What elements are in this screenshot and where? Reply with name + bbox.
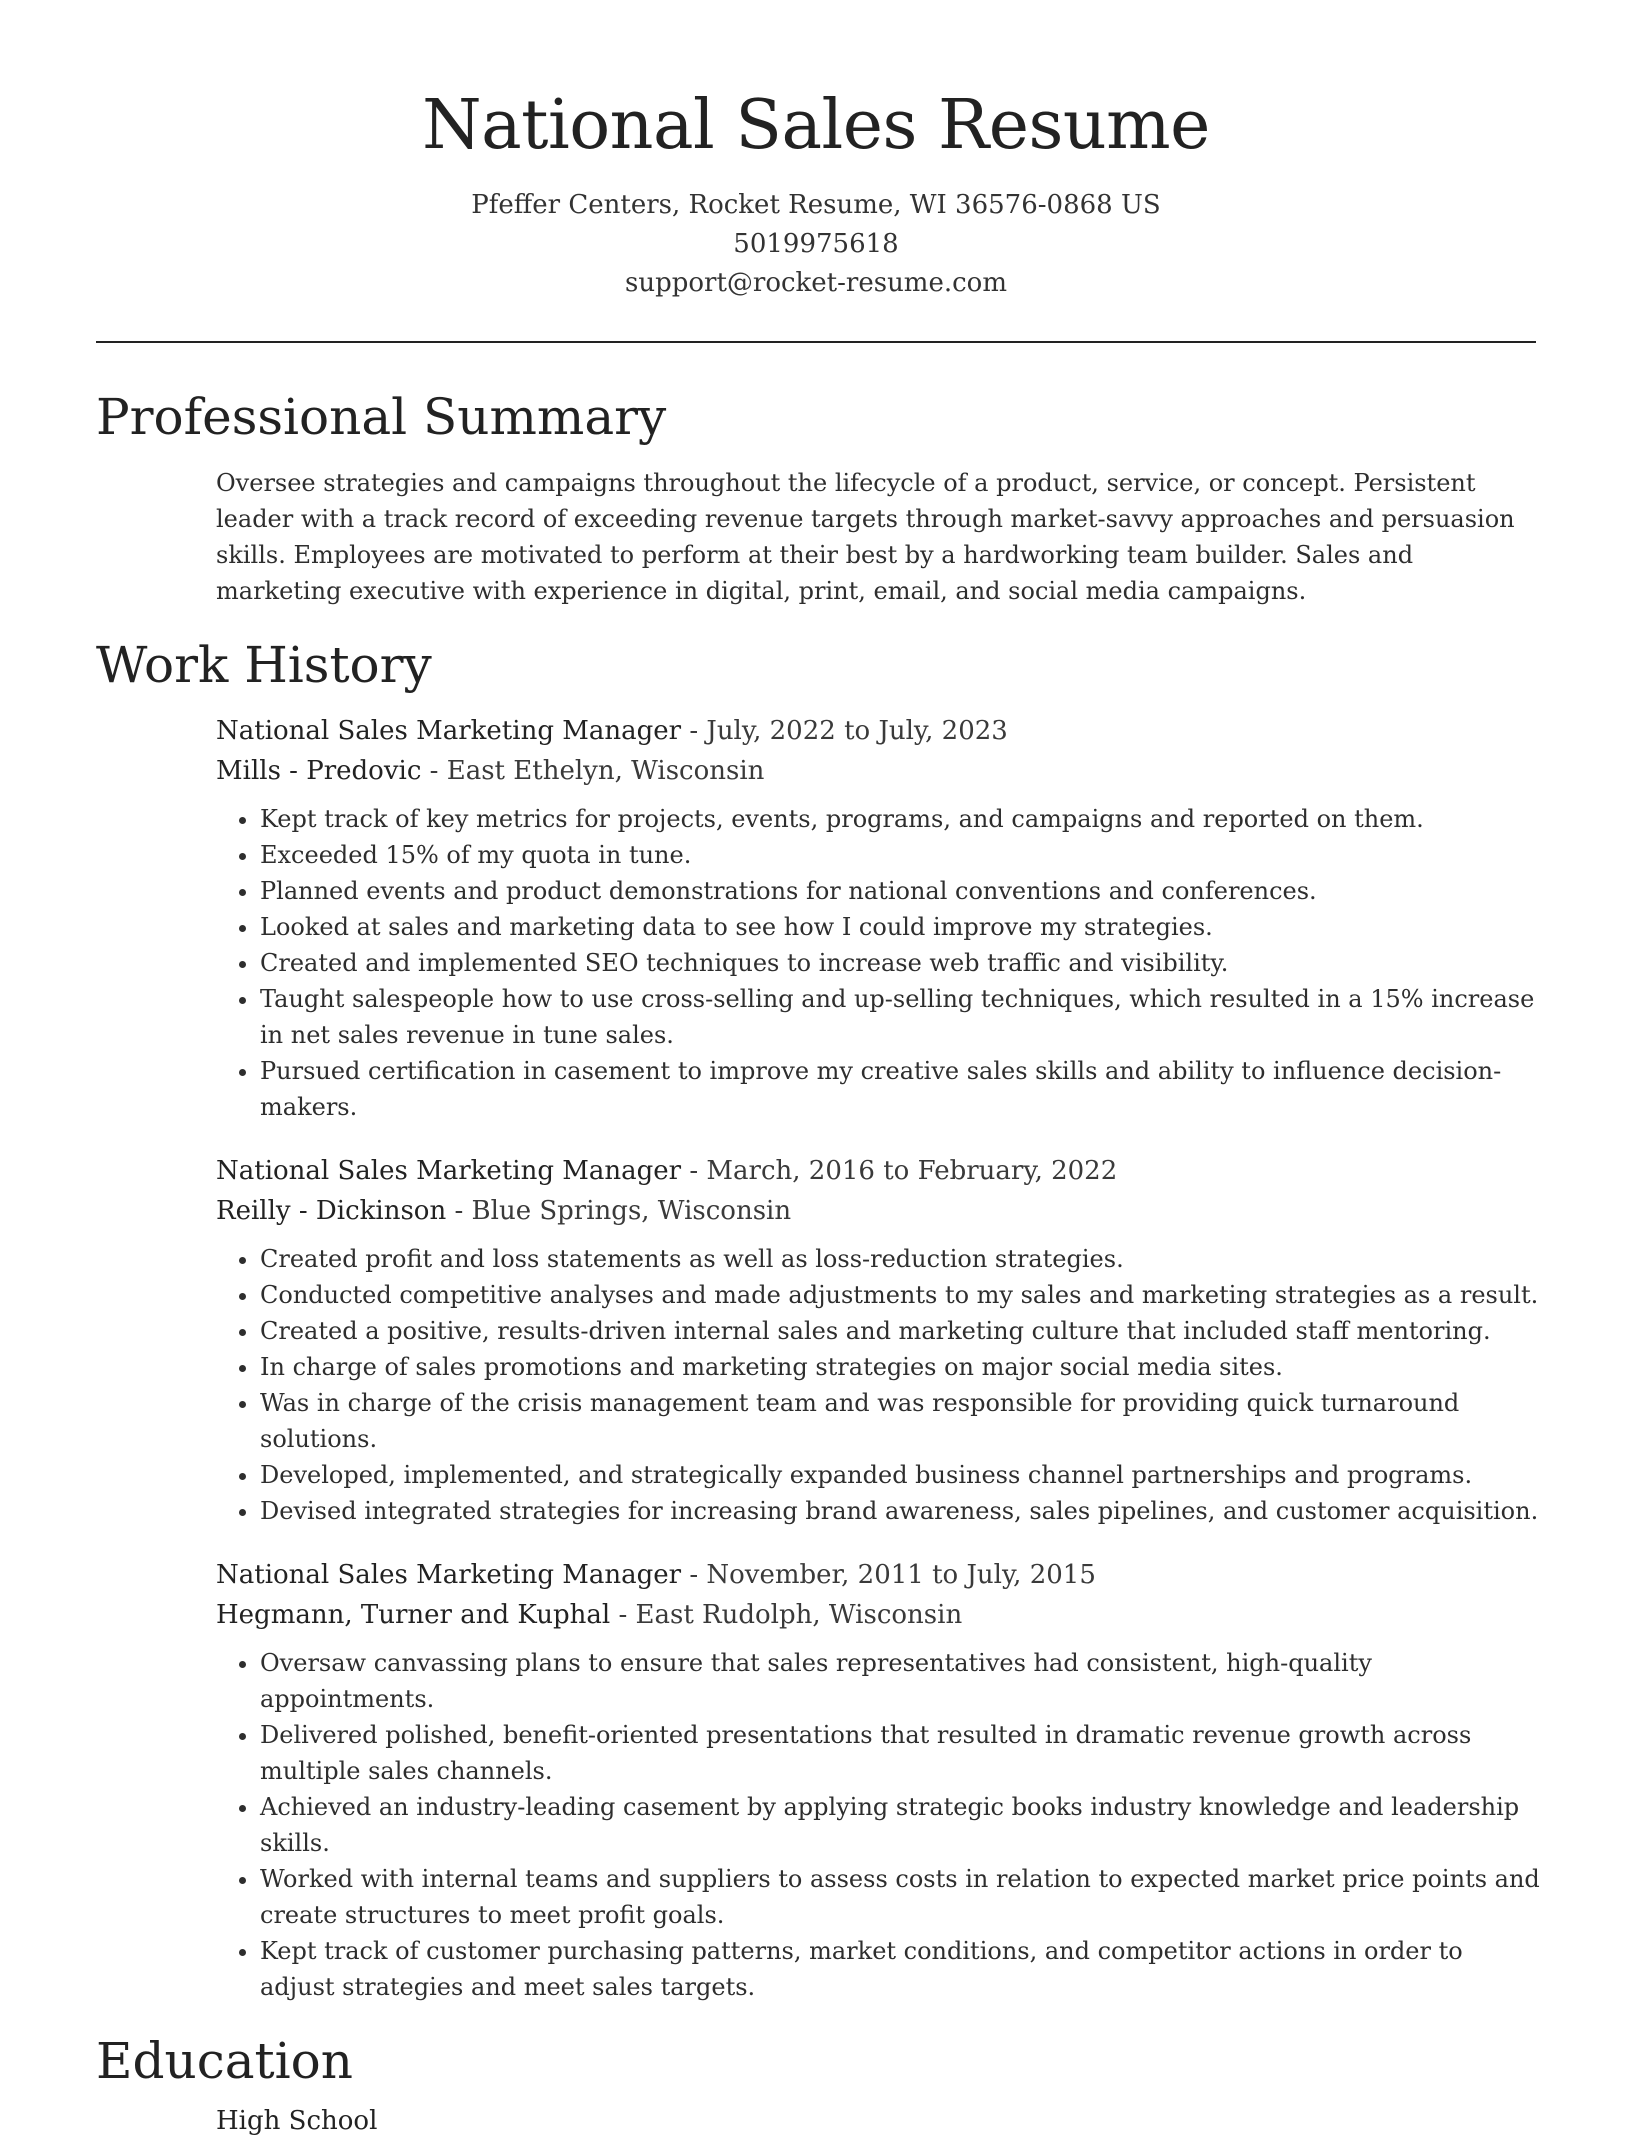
education-entry: High School (216, 2106, 378, 2136)
resume-name: National Sales Resume (422, 86, 1210, 165)
job-bullet: • In charge of sales promotions and marketing strategies on major social media sites. (260, 1349, 1540, 1385)
job-location: East Rudolph, Wisconsin (635, 1600, 963, 1630)
job-company: Reilly - Dickinson (216, 1196, 447, 1226)
job-bullet: • Created profit and loss statements as well as loss-reduction strategies. (260, 1241, 1540, 1277)
job-role: National Sales Marketing Manager (216, 716, 682, 746)
separator: - (681, 1560, 707, 1590)
job-bullet: • Delivered polished, benefit-oriented presentations that resulted in dramatic revenue growth across multiple sales channels. (260, 1717, 1540, 1789)
job-title-line (216, 1555, 1536, 1595)
job-title-line (216, 711, 1536, 751)
separator: - (421, 756, 447, 786)
resume-page (96, 0, 1540, 2141)
job-bullet: • Conducted competitive analyses and made adjustments to my sales and marketing strategies as a result. (260, 1277, 1540, 1313)
job-bullet: • Planned events and product demonstrations for national conventions and conferences. (260, 873, 1540, 909)
job-dates: March, 2016 to February, 2022 (706, 1156, 1118, 1186)
separator: - (681, 716, 707, 746)
job-bullet: • Was in charge of the crisis management team and was responsible for providing quick turnaround solutions. (260, 1385, 1540, 1457)
job-company: Hegmann, Turner and Kuphal (216, 1600, 611, 1630)
separator: - (446, 1196, 472, 1226)
job-company-line (216, 1191, 1536, 1231)
header-divider (96, 341, 1536, 343)
job-bullet: • Created a positive, results-driven internal sales and marketing culture that included staff mentoring. (260, 1313, 1540, 1349)
education-heading: Education (96, 2032, 353, 2090)
job-bullet: • Achieved an industry-leading casement by applying strategic books industry knowledge and leadership skills. (260, 1789, 1540, 1861)
job-bullets (216, 801, 1540, 1125)
job-bullet: • Developed, implemented, and strategically expanded business channel partnerships and programs. (260, 1457, 1540, 1493)
job-company-line (216, 1595, 1536, 1635)
job-entry (216, 1151, 1539, 1529)
summary-heading: Professional Summary (96, 388, 667, 446)
job-title-line (216, 1151, 1536, 1191)
job-dates: July, 2022 to July, 2023 (706, 716, 1008, 746)
job-bullet: • Looked at sales and marketing data to see how I could improve my strategies. (260, 909, 1540, 945)
job-entry (216, 1555, 1540, 2005)
job-role: National Sales Marketing Manager (216, 1156, 682, 1186)
job-location: Blue Springs, Wisconsin (471, 1196, 792, 1226)
job-bullet: • Taught salespeople how to use cross-selling and up-selling techniques, which resulted in a 15% increase in net sales revenue in tune sales. (260, 981, 1540, 1053)
job-company-line (216, 751, 1536, 791)
job-company: Mills - Predovic (216, 756, 422, 786)
job-bullet: • Devised integrated strategies for increasing brand awareness, sales pipelines, and customer acquisition. (260, 1493, 1540, 1529)
work-history-list (216, 711, 1540, 2005)
job-bullets (216, 1645, 1540, 2005)
job-bullet: • Kept track of customer purchasing patterns, market conditions, and competitor actions in order to adjust strategies and meet sales targets. (260, 1933, 1540, 2005)
job-bullet: • Worked with internal teams and suppliers to assess costs in relation to expected market price points and create structures to meet profit goals. (260, 1861, 1540, 1933)
contact-address: Pfeffer Centers, Rocket Resume, WI 36576-0868 US (471, 190, 1161, 220)
job-entry (216, 711, 1536, 1125)
contact-block (96, 186, 1536, 303)
job-bullet: • Kept track of key metrics for projects, events, programs, and campaigns and reported on them. (260, 801, 1540, 837)
job-bullets (216, 1241, 1540, 1529)
work-history-heading: Work History (96, 636, 432, 694)
separator: - (681, 1156, 707, 1186)
job-dates: November, 2011 to July, 2015 (706, 1560, 1096, 1590)
contact-phone: 5019975618 (733, 229, 899, 259)
job-bullet: • Pursued certification in casement to improve my creative sales skills and ability to influence decision-makers. (260, 1053, 1540, 1125)
job-role: National Sales Marketing Manager (216, 1560, 682, 1590)
contact-email: support@rocket-resume.com (624, 268, 1007, 298)
job-bullet: • Oversaw canvassing plans to ensure that sales representatives had consistent, high-quality appointments. (260, 1645, 1540, 1717)
job-bullet: • Exceeded 15% of my quota in tune. (260, 837, 1540, 873)
job-location: East Ethelyn, Wisconsin (446, 756, 765, 786)
separator: - (610, 1600, 636, 1630)
resume-header (96, 0, 1536, 303)
job-bullet: • Created and implemented SEO techniques to increase web traffic and visibility. (260, 945, 1540, 981)
summary-text: Oversee strategies and campaigns throughout the lifecycle of a product, service, or concept. Persistent leader with a track record of exceeding revenue targets through market-savvy approaches and persuasion skills. Employees are motivated to perform at their best by a hardworking team builder. Sales and marketing executive with experience in digital, print, email, and social media campaigns. (216, 469, 1515, 605)
